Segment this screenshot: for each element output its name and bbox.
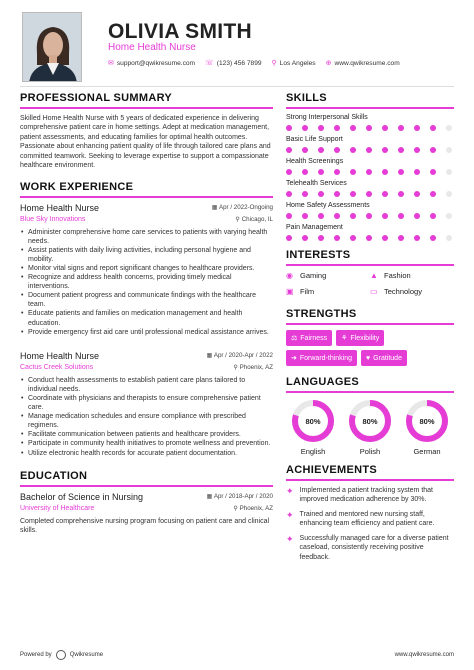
rating-dot bbox=[286, 191, 292, 197]
skill-item bbox=[286, 158, 454, 175]
rating-dot bbox=[398, 235, 404, 241]
skill-rating bbox=[286, 191, 454, 197]
arrow-icon: ➜ bbox=[291, 355, 297, 362]
contact-phone[interactable]: ☏ (123) 456 7899 bbox=[205, 60, 262, 67]
job-bullet: • Administer comprehensive home care services to patients with varying health needs. bbox=[20, 228, 273, 246]
rating-dot bbox=[430, 169, 436, 175]
skill-name: Pain Management bbox=[286, 224, 343, 231]
strength-tag: ⚘ Flexibility bbox=[336, 330, 384, 346]
job-bullets bbox=[20, 228, 273, 337]
rating-dot bbox=[366, 169, 372, 175]
phone-icon: ☏ bbox=[205, 60, 214, 67]
skill-name: Telehealth Services bbox=[286, 180, 347, 187]
skill-rating bbox=[286, 125, 454, 131]
gamepad-icon: ◉ bbox=[286, 271, 293, 280]
rating-dot bbox=[318, 169, 324, 175]
skill-item bbox=[286, 180, 454, 197]
rating-dot bbox=[302, 125, 308, 131]
skill-rating bbox=[286, 235, 454, 241]
mail-icon: ✉ bbox=[108, 60, 114, 67]
strength-tag: ♥ Gratitude bbox=[361, 350, 407, 366]
laptop-icon: ▭ bbox=[370, 287, 378, 296]
job-location: ⚲ Phoenix, AZ bbox=[233, 363, 273, 371]
footer bbox=[20, 650, 454, 660]
skill-name: Health Screenings bbox=[286, 158, 344, 165]
education-location: ⚲ Phoenix, AZ bbox=[233, 504, 273, 512]
right-column bbox=[286, 92, 454, 568]
rating-dot bbox=[318, 235, 324, 241]
pin-icon: ⚲ bbox=[233, 504, 240, 512]
rating-dot bbox=[318, 125, 324, 131]
skill-item bbox=[286, 202, 454, 219]
contact-location: ⚲ Los Angeles bbox=[271, 60, 316, 67]
strength-tag: ➜ Forward-thinking bbox=[286, 350, 357, 366]
education-text: Completed comprehensive nursing program focusing on patient care and clinical skills. bbox=[20, 517, 270, 535]
rating-dot bbox=[414, 147, 420, 153]
skills-list bbox=[286, 114, 454, 241]
skill-item bbox=[286, 224, 454, 241]
language-percent: 80% bbox=[362, 417, 378, 426]
language-ring bbox=[347, 398, 393, 444]
rating-dot bbox=[350, 147, 356, 153]
rating-dot bbox=[398, 147, 404, 153]
rating-dot bbox=[350, 169, 356, 175]
skills-section bbox=[286, 92, 454, 241]
rating-dot bbox=[430, 125, 436, 131]
section-title-skills: SKILLS bbox=[286, 92, 454, 109]
rating-dot bbox=[398, 169, 404, 175]
interest-item: ▣ Film bbox=[286, 287, 315, 296]
job-bullet: • Assist patients with daily living activities, including personal hygiene and mobility. bbox=[20, 246, 273, 264]
job-date: ▦ Apr / 2020-Apr / 2022 bbox=[206, 352, 273, 360]
strength-tag: ⚖ Fairness bbox=[286, 330, 332, 346]
contact-website[interactable]: ⊕ www.qwikresume.com bbox=[325, 60, 400, 67]
language-name: Polish bbox=[359, 447, 381, 456]
rating-dot bbox=[382, 191, 388, 197]
rating-dot bbox=[318, 213, 324, 219]
rating-dot bbox=[414, 235, 420, 241]
rating-dot bbox=[446, 147, 452, 153]
rating-dot bbox=[414, 125, 420, 131]
language-item bbox=[290, 398, 336, 456]
job-bullet: • Recognize and address health concerns, providing timely medical interventions. bbox=[20, 273, 273, 291]
calendar-icon: ▦ bbox=[206, 493, 214, 501]
job-bullet: • Manage medication schedules and ensure compliance with prescribed regimens. bbox=[20, 412, 273, 430]
skill-item bbox=[286, 136, 454, 153]
languages-section bbox=[286, 376, 454, 456]
qwikresume-logo-icon bbox=[56, 650, 66, 660]
rating-dot bbox=[350, 235, 356, 241]
language-ring bbox=[290, 398, 336, 444]
job-location: ⚲ Chicago, IL bbox=[235, 215, 273, 223]
interests-section bbox=[286, 249, 454, 296]
rating-dot bbox=[414, 213, 420, 219]
rating-dot bbox=[366, 213, 372, 219]
rating-dot bbox=[350, 213, 356, 219]
summary-text: Skilled Home Health Nurse with 5 years of dedicated experience in delivering comprehensive patient care in home settings. Adept at medication management, patient assessments, and educating families for optimal health outcomes. Passionate about enhancing patient quality of life through tailored care plans and committed teamwork. Seeking to leverage expertise to support a compassionate healthcare environment. bbox=[20, 115, 271, 170]
job-date: ▦ Apr / 2022-Ongoing bbox=[211, 204, 273, 212]
rating-dot bbox=[302, 169, 308, 175]
candidate-role: Home Health Nurse bbox=[108, 42, 196, 53]
skill-rating bbox=[286, 169, 454, 175]
skill-rating bbox=[286, 147, 454, 153]
rating-dot bbox=[366, 235, 372, 241]
rating-dot bbox=[446, 235, 452, 241]
job-bullet: • Participate in community health initiatives to promote wellness and prevention. bbox=[20, 439, 273, 448]
rating-dot bbox=[286, 147, 292, 153]
job-bullet: • Provide emergency first aid care until professional medical assistance arrives. bbox=[20, 328, 273, 337]
rating-dot bbox=[398, 213, 404, 219]
rating-dot bbox=[446, 169, 452, 175]
rating-dot bbox=[430, 213, 436, 219]
education-date: ▦ Apr / 2018-Apr / 2020 bbox=[206, 493, 273, 501]
language-percent: 80% bbox=[419, 417, 435, 426]
rating-dot bbox=[430, 191, 436, 197]
job-company: Blue Sky Innovations bbox=[20, 215, 86, 223]
education-school: University of Healthcare bbox=[20, 504, 95, 512]
rating-dot bbox=[286, 169, 292, 175]
rating-dot bbox=[286, 125, 292, 131]
resume-header bbox=[0, 0, 474, 88]
achievements-section bbox=[286, 464, 454, 562]
rating-dot bbox=[398, 191, 404, 197]
rating-dot bbox=[398, 125, 404, 131]
education-section bbox=[20, 470, 273, 536]
powered-by: Powered by Qwikresume bbox=[20, 652, 104, 658]
rating-dot bbox=[334, 125, 340, 131]
rating-dot bbox=[302, 191, 308, 197]
pin-icon: ⚲ bbox=[233, 363, 240, 371]
rating-dot bbox=[366, 147, 372, 153]
section-title-summary: PROFESSIONAL SUMMARY bbox=[20, 92, 273, 109]
film-icon: ▣ bbox=[286, 287, 294, 296]
job-bullet: • Utilize electronic health records for accurate patient documentation. bbox=[20, 449, 273, 458]
skill-rating bbox=[286, 213, 454, 219]
left-column bbox=[20, 92, 273, 535]
heart-icon: ♥ bbox=[366, 354, 371, 362]
interest-item: ▲ Fashion bbox=[370, 271, 411, 280]
rating-dot bbox=[334, 235, 340, 241]
calendar-icon: ▦ bbox=[211, 204, 219, 212]
rating-dot bbox=[366, 125, 372, 131]
strengths-section bbox=[286, 308, 454, 366]
flex-icon: ⚘ bbox=[341, 335, 348, 342]
rating-dot bbox=[446, 125, 452, 131]
achievement-item: ✦ Implemented a patient tracking system that improved medication adherence by 30%. bbox=[286, 486, 434, 504]
languages-list bbox=[286, 398, 454, 456]
rating-dot bbox=[414, 191, 420, 197]
rating-dot bbox=[350, 125, 356, 131]
summary-section bbox=[20, 92, 273, 171]
section-title-experience: WORK EXPERIENCE bbox=[20, 181, 273, 198]
job-bullets bbox=[20, 376, 273, 458]
job-title: Home Health Nurse bbox=[20, 350, 100, 361]
rating-dot bbox=[286, 213, 292, 219]
bag-icon: ▲ bbox=[370, 271, 378, 280]
rating-dot bbox=[334, 147, 340, 153]
rating-dot bbox=[334, 191, 340, 197]
calendar-icon: ▦ bbox=[206, 352, 214, 360]
rating-dot bbox=[318, 191, 324, 197]
job-bullet: • Conduct health assessments to establish patient care plans tailored to individual needs. bbox=[20, 376, 273, 394]
strengths-list bbox=[286, 330, 454, 366]
job-bullet: • Document patient progress and communicate findings with the healthcare team. bbox=[20, 291, 273, 309]
language-name: German bbox=[413, 447, 441, 456]
rating-dot bbox=[446, 213, 452, 219]
location-pin-icon: ⚲ bbox=[271, 60, 277, 67]
job-company: Cactus Creek Solutions bbox=[20, 363, 94, 371]
skill-name: Home Safety Assessments bbox=[286, 202, 370, 209]
achievement-item: ✦ Trained and mentored new nursing staff, enhancing team efficiency and patient care. bbox=[286, 510, 435, 528]
education-degree: Bachelor of Science in Nursing bbox=[20, 491, 144, 502]
rating-dot bbox=[334, 169, 340, 175]
rating-dot bbox=[302, 235, 308, 241]
scale-icon: ⚖ bbox=[291, 335, 298, 342]
trophy-icon: ✦ bbox=[286, 510, 294, 521]
language-item bbox=[347, 398, 393, 456]
language-ring bbox=[404, 398, 450, 444]
interests-list bbox=[286, 271, 454, 296]
rating-dot bbox=[366, 191, 372, 197]
rating-dot bbox=[350, 191, 356, 197]
rating-dot bbox=[430, 235, 436, 241]
interest-item: ◉ Gaming bbox=[286, 271, 327, 280]
pin-icon: ⚲ bbox=[235, 215, 242, 223]
job-bullet: • Educate patients and families on medication management and health education. bbox=[20, 309, 273, 327]
rating-dot bbox=[382, 169, 388, 175]
rating-dot bbox=[446, 191, 452, 197]
language-item bbox=[404, 398, 450, 456]
rating-dot bbox=[286, 235, 292, 241]
globe-icon: ⊕ bbox=[325, 60, 332, 67]
trophy-icon: ✦ bbox=[286, 534, 294, 545]
section-title-interests: INTERESTS bbox=[286, 249, 454, 266]
contact-row bbox=[108, 59, 400, 67]
experience-section bbox=[20, 181, 273, 458]
job-bullet: • Coordinate with physicians and therapists to ensure comprehensive patient care. bbox=[20, 394, 273, 412]
rating-dot bbox=[382, 125, 388, 131]
section-title-strengths: STRENGTHS bbox=[286, 308, 454, 325]
candidate-name: OLIVIA SMITH bbox=[108, 20, 252, 43]
trophy-icon: ✦ bbox=[286, 486, 294, 496]
contact-email[interactable]: ✉ support@qwikresume.com bbox=[108, 60, 196, 67]
skill-name: Strong Interpersonal Skills bbox=[286, 114, 368, 121]
language-name: English bbox=[300, 447, 326, 456]
section-title-languages: LANGUAGES bbox=[286, 376, 454, 393]
job-entry bbox=[20, 203, 273, 337]
rating-dot bbox=[302, 213, 308, 219]
job-title: Home Health Nurse bbox=[20, 202, 100, 213]
header-divider bbox=[20, 86, 454, 87]
rating-dot bbox=[382, 235, 388, 241]
profile-photo bbox=[22, 12, 82, 82]
section-title-achievements: ACHIEVEMENTS bbox=[286, 464, 454, 481]
rating-dot bbox=[382, 147, 388, 153]
skill-name: Basic Life Support bbox=[286, 136, 343, 143]
job-entry bbox=[20, 351, 273, 458]
rating-dot bbox=[430, 147, 436, 153]
skill-item bbox=[286, 114, 454, 131]
achievement-item: ✦ Successfully managed care for a diverse patient caseload, consistently receiving positive feedback. bbox=[286, 534, 449, 561]
interest-item: ▭ Technology bbox=[370, 287, 422, 296]
rating-dot bbox=[414, 169, 420, 175]
rating-dot bbox=[382, 213, 388, 219]
job-bullet: • Monitor vital signs and report significant changes to healthcare providers. bbox=[20, 264, 273, 273]
language-percent: 80% bbox=[305, 417, 321, 426]
rating-dot bbox=[318, 147, 324, 153]
rating-dot bbox=[302, 147, 308, 153]
section-title-education: EDUCATION bbox=[20, 470, 273, 487]
rating-dot bbox=[334, 213, 340, 219]
job-bullet: • Facilitate communication between patients and healthcare providers. bbox=[20, 430, 273, 439]
footer-site[interactable]: www.qwikresume.com bbox=[394, 652, 454, 658]
